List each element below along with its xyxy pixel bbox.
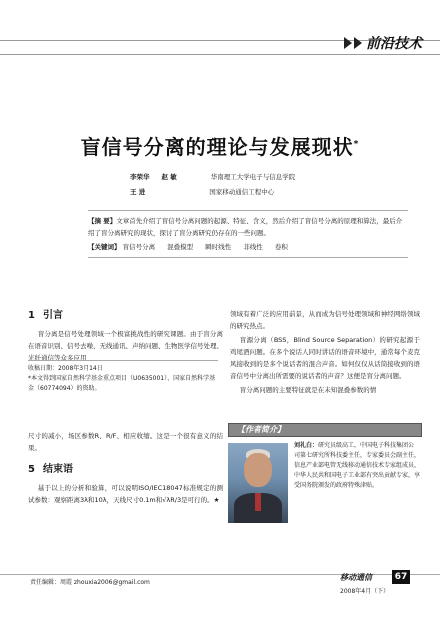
bio-name: 刘礼白： bbox=[294, 442, 319, 449]
fund-note: *本文得到国家自然科学基金重点项目（U0635001）、国家自然科学基金（60774094）的资助。 bbox=[28, 375, 216, 392]
responsible-editor: 责任编辑：周霞 zhouxia2006@gmail.com bbox=[30, 579, 150, 586]
abstract-body: 文章首先介绍了盲信号分离问题的起源、特征、含义，然后介绍了盲信号分离的原理和算法，最后介绍了盲分离研究的现状，探讨了盲分离研究仍存在的一些问题。 bbox=[88, 217, 403, 237]
paragraph: 基于以上的分析和验算，可以说明ISO/IEC18047标准规定的测试参数：观察距离3λ和10λ，天线尺寸0.1m和√λR/3是可行的。★ bbox=[28, 484, 223, 504]
section-tag bbox=[344, 33, 422, 53]
abstract-text bbox=[88, 215, 408, 239]
abstract-label: 【摘 要】 bbox=[88, 217, 117, 225]
paragraph: 盲源分离（BSS，Blind Source Separation）的研究起源于鸡尾酒问题。在多个说话人同时讲话的语音环境中，通常每个麦克风接收到的是多个说话者的混合声音。如何仅仅从话筒接收到的语音信号中分离出所需要的说话者的声音？这便是盲分离问题。 bbox=[230, 336, 420, 380]
footnote bbox=[28, 360, 218, 394]
keyword: 混叠模型 bbox=[167, 243, 194, 251]
received-date: 收稿日期：2008年3月14日 bbox=[28, 365, 103, 372]
heading-text: 结束语 bbox=[42, 464, 73, 475]
author-profile-title: 【作者简介】 bbox=[237, 425, 285, 434]
left-column bbox=[28, 308, 223, 366]
keywords bbox=[88, 241, 408, 253]
footer-rule bbox=[0, 574, 440, 575]
page-number: 67 bbox=[392, 570, 410, 584]
title-text: 盲信号分离的理论与发展现状 bbox=[80, 135, 354, 159]
author-name: 李荣华 bbox=[130, 173, 150, 181]
section-heading bbox=[28, 464, 223, 476]
paragraph: 尺寸的减小，场区参数R、R/F、相应收缩。这是一个很有意义的结果。 bbox=[28, 432, 223, 452]
author-affiliation: 国家移动通信工程中心 bbox=[209, 188, 275, 196]
watermark bbox=[38, 60, 46, 71]
journal-name: 移动通信 bbox=[340, 573, 372, 582]
author-name: 赵 敏 bbox=[161, 173, 177, 181]
author-bio bbox=[294, 441, 420, 491]
bio-text: 研究员级高工，中国电子科技集团公司第七研究所科技委主任，专家委员会副主任，信息产业部电管无线移动通信技术专家组成员，中华人民共和国电子工业部有突出贡献专家，享受国务院颁发的政府特殊津贴。 bbox=[294, 442, 421, 489]
author-profile-box bbox=[228, 423, 420, 528]
heading-number: 5 bbox=[28, 464, 35, 475]
heading-text: 引言 bbox=[42, 310, 63, 321]
keyword: 非线性 bbox=[243, 243, 263, 251]
keyword: 卷积 bbox=[274, 243, 288, 251]
author-block bbox=[130, 170, 295, 200]
right-column bbox=[230, 308, 420, 398]
issue-date: 2008年4月（下） bbox=[340, 588, 390, 595]
keywords-label: 【关键词】 bbox=[88, 243, 121, 251]
left-column-lower bbox=[28, 430, 223, 508]
author-profile-header bbox=[228, 423, 422, 437]
article-title bbox=[0, 131, 440, 160]
author-name: 王 进 bbox=[130, 188, 146, 196]
abstract-block bbox=[88, 210, 408, 258]
keyword: 盲信号分离 bbox=[122, 243, 156, 251]
paragraph: 盲分离问题的主要特征就是在未知混叠参数的情 bbox=[239, 386, 377, 394]
section-label: 前沿技术 bbox=[366, 36, 422, 52]
paragraph: 领域有着广泛的应用前景，从而成为信号处理领域和神经网络领域的研究热点。 bbox=[230, 310, 420, 330]
section-heading bbox=[28, 310, 223, 322]
keyword: 瞬时线性 bbox=[205, 243, 232, 251]
triangle-arrows-icon bbox=[344, 37, 362, 49]
paragraph: 盲分离是信号处理领域一个极富挑战性的研究课题。由于盲分离在语音识别、信号去噪、无线通讯、声纳问题、生物医学信号处理、光纤通信等众多应用 bbox=[28, 330, 223, 362]
author-photo bbox=[228, 443, 288, 523]
title-footnote-mark: * bbox=[353, 139, 360, 150]
author-row bbox=[130, 170, 295, 185]
author-row bbox=[130, 185, 295, 200]
heading-number: 1 bbox=[28, 310, 35, 321]
author-affiliation: 华南理工大学电子与信息学院 bbox=[210, 173, 296, 181]
